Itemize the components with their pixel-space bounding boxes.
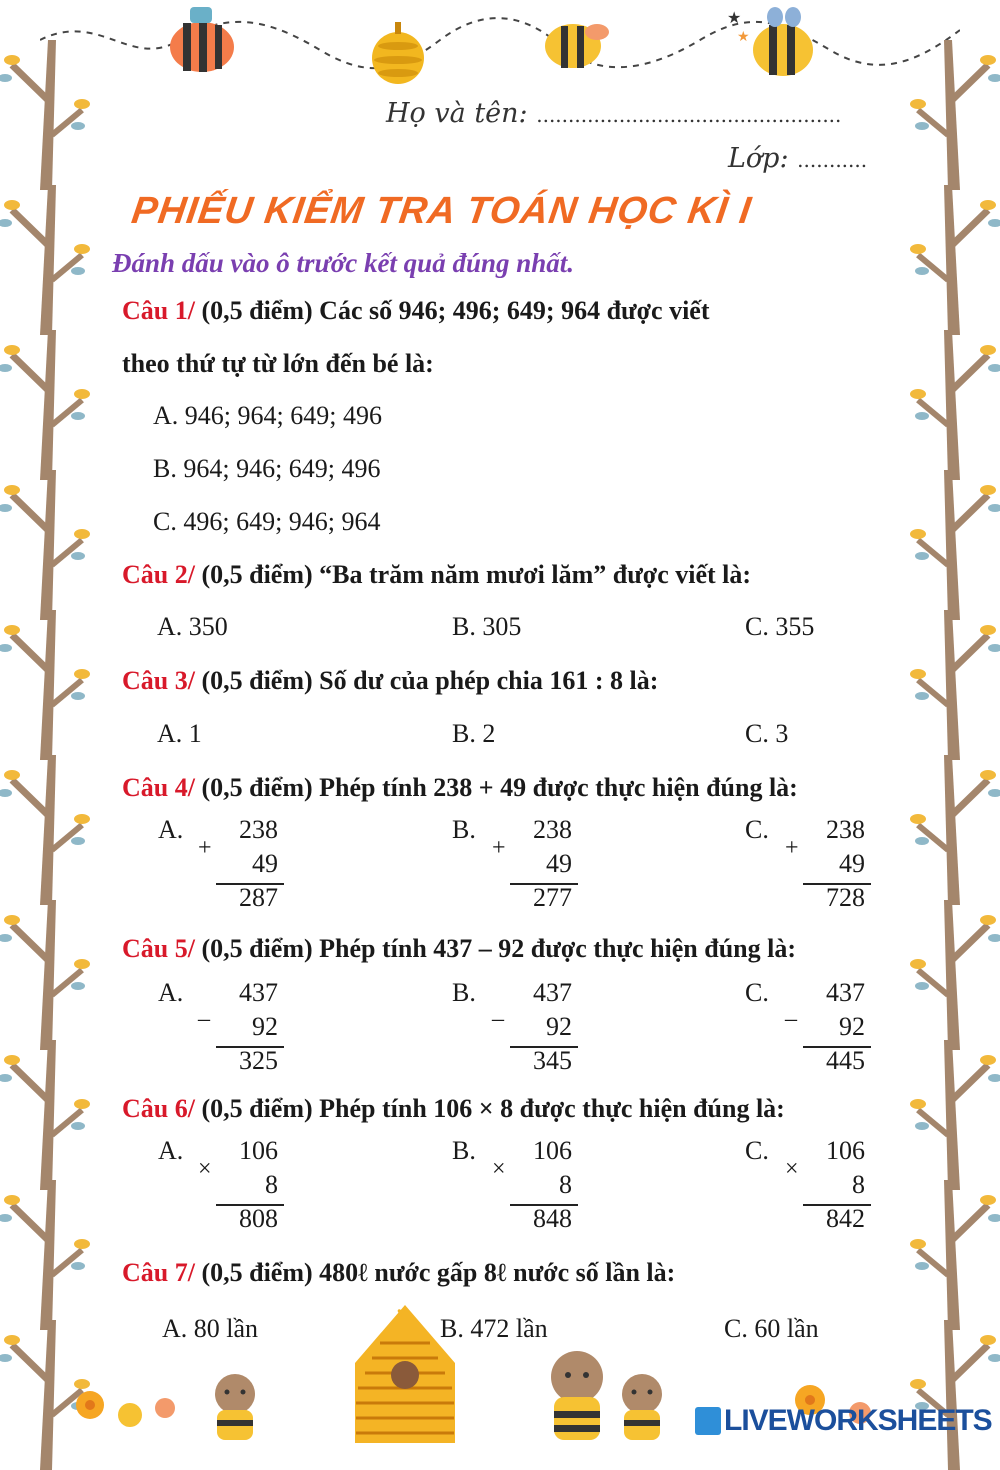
option-letter: A. [158, 978, 184, 1007]
svg-text:★: ★ [737, 30, 750, 45]
question-1 [122, 296, 710, 326]
question-text: (0,5 điểm) Phép tính 106 × 8 được thực hiện đúng là: [201, 1094, 785, 1123]
tree-branch-icon [910, 40, 1000, 190]
flowers-icon [70, 1380, 190, 1440]
option-4c[interactable] [745, 815, 875, 915]
beehive-house-icon [350, 1303, 460, 1443]
name-label: Họ và tên: [386, 98, 528, 129]
option-letter: B. [452, 815, 476, 844]
operand-top: 238 [239, 815, 278, 844]
option-4a[interactable] [158, 815, 288, 915]
svg-text:★: ★ [727, 10, 742, 27]
tree-branch-icon [910, 1040, 1000, 1190]
operator-sign: + [198, 835, 212, 861]
option-1a[interactable]: A. 946; 964; 649; 496 [153, 401, 382, 430]
question-label: Câu 5/ [122, 934, 195, 963]
question-text: (0,5 điểm) Phép tính 238 + 49 được thực hiện đúng là: [201, 773, 798, 802]
operand-top: 437 [533, 978, 572, 1007]
option-6c[interactable] [745, 1136, 875, 1236]
tree-branch-icon [910, 185, 1000, 335]
option-3b[interactable]: B. 2 [452, 719, 496, 748]
option-2a[interactable]: A. 350 [157, 612, 228, 641]
tree-branch-icon [0, 1180, 90, 1330]
tree-branch-icon [910, 1180, 1000, 1330]
question-label: Câu 4/ [122, 773, 195, 802]
question-5 [122, 934, 796, 964]
brand-text: LIVEWORKSHEETS [724, 1404, 992, 1437]
operand-bottom: 8 [852, 1170, 865, 1199]
option-5a[interactable] [158, 978, 288, 1078]
tree-branch-icon [910, 755, 1000, 905]
operand-top: 238 [826, 815, 865, 844]
option-7a[interactable]: A. 80 lần [162, 1314, 259, 1343]
bear-bee-icon [612, 1370, 672, 1440]
logo-icon [695, 1407, 721, 1435]
option-6a[interactable] [158, 1136, 288, 1236]
result-value: 445 [826, 1046, 865, 1075]
question-text: (0,5 điểm) Phép tính 437 – 92 được thực hiện đúng là: [201, 934, 797, 963]
question-label: Câu 7/ [122, 1258, 195, 1287]
bee-icon [165, 5, 240, 75]
question-label: Câu 3/ [122, 666, 195, 695]
result-value: 325 [239, 1046, 278, 1075]
svg-text:♥: ♥ [397, 1306, 406, 1321]
result-value: 842 [826, 1204, 865, 1233]
tree-branch-icon [0, 755, 90, 905]
question-7 [122, 1258, 675, 1288]
option-7c[interactable]: C. 60 lần [724, 1314, 819, 1343]
result-value: 287 [239, 883, 278, 912]
operator-sign: _ [198, 998, 210, 1024]
option-letter: C. [745, 978, 769, 1007]
question-text: (0,5 điểm) Các số 946; 496; 649; 964 được viết [201, 296, 710, 325]
operator-sign: + [785, 835, 799, 861]
tree-branch-icon [910, 330, 1000, 480]
bee-icon [535, 14, 613, 74]
operand-bottom: 92 [546, 1012, 572, 1041]
tree-branch-icon [0, 1040, 90, 1190]
option-letter: C. [745, 815, 769, 844]
question-text: (0,5 điểm) 480ℓ nước gấp 8ℓ nước số lần là: [201, 1258, 676, 1287]
option-3c[interactable]: C. 3 [745, 719, 789, 748]
result-value: 345 [533, 1046, 572, 1075]
result-value: 728 [826, 883, 865, 912]
question-label: Câu 6/ [122, 1094, 195, 1123]
option-1c[interactable]: C. 496; 649; 946; 964 [153, 507, 381, 536]
result-value: 808 [239, 1204, 278, 1233]
operand-top: 106 [533, 1136, 572, 1165]
option-6b[interactable] [452, 1136, 582, 1236]
operand-top: 238 [533, 815, 572, 844]
tree-branch-icon [910, 900, 1000, 1050]
tree-branch-icon [0, 610, 90, 760]
option-5b[interactable] [452, 978, 582, 1078]
option-letter: B. [452, 978, 476, 1007]
operand-bottom: 92 [252, 1012, 278, 1041]
question-3 [122, 666, 658, 696]
option-5c[interactable] [745, 978, 875, 1078]
result-value: 277 [533, 883, 572, 912]
tree-branch-icon [0, 185, 90, 335]
operand-top: 106 [826, 1136, 865, 1165]
operand-top: 106 [239, 1136, 278, 1165]
tree-branch-icon [0, 900, 90, 1050]
operand-top: 437 [239, 978, 278, 1007]
operator-sign: + [492, 835, 506, 861]
tree-branch-icon [0, 470, 90, 620]
bear-bee-icon [540, 1345, 615, 1440]
operand-bottom: 8 [265, 1170, 278, 1199]
option-letter: C. [745, 1136, 769, 1165]
option-2b[interactable]: B. 305 [452, 612, 522, 641]
operand-top: 437 [826, 978, 865, 1007]
option-2c[interactable]: C. 355 [745, 612, 815, 641]
operand-bottom: 92 [839, 1012, 865, 1041]
bee-with-stars-icon [725, 5, 820, 80]
question-2 [122, 560, 751, 590]
operator-sign: × [785, 1156, 799, 1182]
option-7b[interactable]: B. 472 lần [440, 1314, 548, 1343]
operator-sign: × [198, 1156, 212, 1182]
name-blank[interactable]: ................................................ [536, 103, 842, 127]
option-letter: A. [158, 1136, 184, 1165]
operand-bottom: 49 [839, 849, 865, 878]
class-blank[interactable]: ........... [797, 148, 868, 172]
bear-bee-icon [205, 1370, 265, 1440]
operator-sign: _ [785, 998, 797, 1024]
operator-sign: _ [492, 998, 504, 1024]
option-4b[interactable] [452, 815, 582, 915]
tree-branch-icon [910, 1320, 1000, 1470]
tree-branch-icon [0, 330, 90, 480]
beehive-icon [368, 18, 428, 86]
option-1b[interactable]: B. 964; 946; 649; 496 [153, 454, 381, 483]
liveworksheets-logo[interactable] [695, 1404, 992, 1438]
tree-branch-icon [0, 40, 90, 190]
operand-bottom: 49 [252, 849, 278, 878]
question-label: Câu 1/ [122, 296, 195, 325]
instruction: Đánh dấu vào ô trước kết quả đúng nhất. [112, 248, 575, 278]
tree-branch-icon [910, 610, 1000, 760]
operand-bottom: 8 [559, 1170, 572, 1199]
question-4 [122, 773, 798, 803]
question-label: Câu 2/ [122, 560, 195, 589]
result-value: 848 [533, 1204, 572, 1233]
question-text: (0,5 điểm) Số dư của phép chia 161 : 8 là: [201, 666, 659, 695]
tree-branch-icon [910, 470, 1000, 620]
page-title: PHIẾU KIỂM TRA TOÁN HỌC KÌ I [129, 190, 755, 232]
option-letter: B. [452, 1136, 476, 1165]
question-text: (0,5 điểm) “Ba trăm năm mươi lăm” được viết là: [201, 560, 752, 589]
question-6 [122, 1094, 785, 1124]
operator-sign: × [492, 1156, 506, 1182]
operand-bottom: 49 [546, 849, 572, 878]
class-label: Lớp: [728, 143, 789, 174]
option-3a[interactable]: A. 1 [157, 719, 202, 748]
question-1-line2: theo thứ tự từ lớn đến bé là: [122, 349, 434, 378]
option-letter: A. [158, 815, 184, 844]
